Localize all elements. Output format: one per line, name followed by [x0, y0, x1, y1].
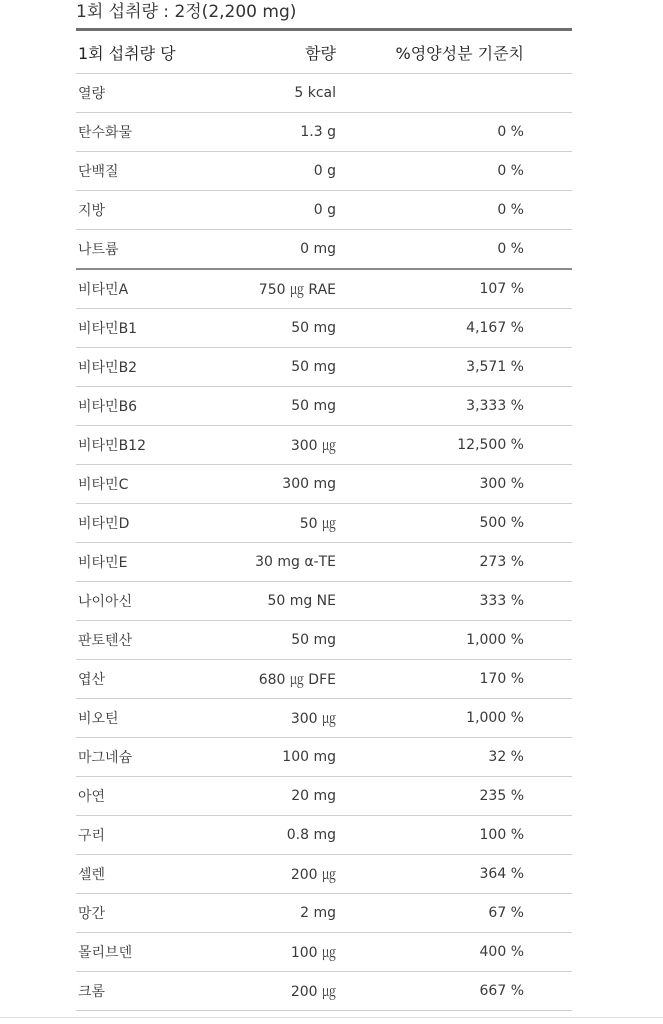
nutrient-amount: 2 mg [300, 905, 336, 921]
nutrient-percent: 12,500 % [457, 437, 524, 453]
nutrient-amount: 50 mg NE [267, 593, 336, 609]
header-name: 1회 섭취량 당 [78, 43, 176, 63]
header-amount: 함량 [305, 43, 336, 63]
nutrient-name: 비타민B12 [78, 438, 146, 454]
nutrient-amount: 50 mg [291, 632, 336, 648]
nutrient-amount: 300 ㎍ [290, 438, 336, 454]
nutrient-name: 비타민B1 [78, 321, 138, 337]
nutrient-name: 탄수화물 [78, 125, 133, 141]
nutrient-name: 비타민B6 [78, 399, 138, 415]
nutrient-percent: 3,571 % [466, 359, 524, 375]
nutrient-name: 나트륨 [78, 242, 119, 258]
table-row [76, 699, 572, 738]
table-row [76, 230, 572, 270]
table-row [76, 543, 572, 582]
table-row [76, 777, 572, 816]
nutrient-percent: 400 % [479, 944, 524, 960]
table-row [76, 270, 572, 309]
nutrient-percent: 0 % [497, 124, 524, 140]
nutrient-name: 망간 [78, 906, 106, 922]
nutrient-amount: 100 mg [282, 749, 336, 765]
table-row [76, 152, 572, 191]
nutrient-percent: 300 % [479, 476, 524, 492]
nutrient-percent: 1,000 % [466, 632, 524, 648]
nutrient-percent: 0 % [497, 202, 524, 218]
page-bottom-divider [0, 1017, 663, 1018]
nutrient-amount: 50 mg [291, 398, 336, 414]
nutrient-name: 비타민C [78, 477, 129, 493]
nutrient-amount: 30 mg α-TE [255, 554, 336, 570]
nutrient-amount: 750 ㎍ RAE [258, 282, 336, 298]
nutrient-name: 비타민D [78, 516, 130, 532]
nutrient-percent: 170 % [479, 671, 524, 687]
nutrient-percent: 107 % [479, 281, 524, 297]
nutrient-amount: 0 g [313, 202, 336, 218]
table-row [76, 816, 572, 855]
nutrient-percent: 3,333 % [466, 398, 524, 414]
nutrition-table [76, 28, 572, 1011]
nutrient-amount: 680 ㎍ DFE [258, 672, 336, 688]
nutrient-percent: 100 % [479, 827, 524, 843]
nutrient-name: 지방 [78, 203, 106, 219]
nutrient-amount: 300 mg [282, 476, 336, 492]
nutrient-amount: 1.3 g [300, 124, 336, 140]
nutrient-amount: 0.8 mg [286, 827, 336, 843]
nutrient-name: 나이아신 [78, 594, 133, 610]
table-row [76, 309, 572, 348]
table-header-row [76, 31, 572, 74]
table-row [76, 426, 572, 465]
table-row [76, 504, 572, 543]
nutrient-percent: 273 % [479, 554, 524, 570]
nutrient-amount: 100 ㎍ [290, 945, 336, 961]
nutrient-name: 비타민E [78, 555, 128, 571]
nutrient-name: 비오틴 [78, 711, 119, 727]
nutrient-percent: 1,000 % [466, 710, 524, 726]
nutrient-name: 비타민A [78, 282, 129, 298]
nutrient-amount: 200 ㎍ [290, 867, 336, 883]
nutrient-percent: 500 % [479, 515, 524, 531]
table-row [76, 933, 572, 972]
nutrient-amount: 50 mg [291, 359, 336, 375]
nutrient-percent: 364 % [479, 866, 524, 882]
table-row [76, 348, 572, 387]
nutrient-percent: 0 % [497, 163, 524, 179]
table-row [76, 621, 572, 660]
table-row [76, 894, 572, 933]
nutrient-amount: 200 ㎍ [290, 984, 336, 1000]
nutrient-amount: 0 mg [300, 241, 336, 257]
nutrient-amount: 300 ㎍ [290, 711, 336, 727]
nutrient-name: 크롬 [78, 984, 106, 1000]
nutrient-name: 아연 [78, 789, 106, 805]
nutrient-percent: 667 % [479, 983, 524, 999]
nutrient-amount: 50 ㎍ [299, 516, 336, 532]
table-row [76, 855, 572, 894]
table-row [76, 660, 572, 699]
nutrient-amount: 20 mg [291, 788, 336, 804]
table-row [76, 113, 572, 152]
nutrient-percent: 67 % [488, 905, 524, 921]
nutrient-name: 셀렌 [78, 867, 106, 883]
table-body [76, 74, 572, 1011]
nutrient-name: 마그네슘 [78, 750, 133, 766]
serving-size-title: 1회 섭취량 : 2정(2,200 mg) [76, 2, 297, 22]
nutrient-percent: 235 % [479, 788, 524, 804]
table-row [76, 74, 572, 113]
nutrient-name: 비타민B2 [78, 360, 138, 376]
nutrient-amount: 50 mg [291, 320, 336, 336]
nutrient-name: 단백질 [78, 164, 119, 180]
table-row [76, 191, 572, 230]
nutrient-name: 구리 [78, 828, 106, 844]
nutrient-percent: 333 % [479, 593, 524, 609]
nutrient-name: 몰리브덴 [78, 945, 133, 961]
nutrient-percent: 32 % [488, 749, 524, 765]
nutrient-name: 판토텐산 [78, 633, 133, 649]
nutrient-amount: 5 kcal [294, 85, 336, 101]
table-row [76, 582, 572, 621]
table-row [76, 972, 572, 1011]
nutrient-percent: 0 % [497, 241, 524, 257]
table-row [76, 387, 572, 426]
header-percent: %영양성분 기준치 [395, 43, 524, 63]
nutrient-name: 엽산 [78, 672, 106, 688]
nutrient-percent: 4,167 % [466, 320, 524, 336]
table-row [76, 465, 572, 504]
table-row [76, 738, 572, 777]
nutrient-amount: 0 g [313, 163, 336, 179]
nutrient-name: 열량 [78, 86, 106, 102]
